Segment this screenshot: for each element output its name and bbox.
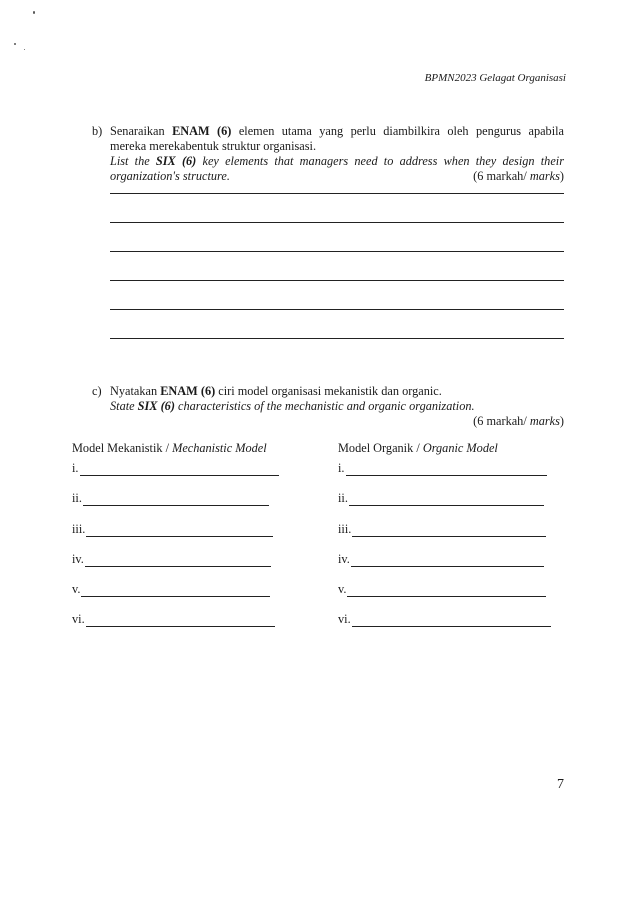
- scan-speck: [33, 11, 35, 14]
- question-b-marks: (6 markah/ marks): [473, 169, 564, 183]
- organic-item[interactable]: iii.: [338, 522, 546, 537]
- organic-model-title: Model Organik / Organic Model: [338, 441, 498, 455]
- answer-blank[interactable]: [352, 524, 546, 537]
- answer-blank[interactable]: [351, 554, 544, 567]
- question-b-malay-line2: mereka merekabentuk struktur organisasi.: [110, 139, 317, 153]
- mechanistic-item[interactable]: vi.: [72, 612, 275, 627]
- question-b-letter: b): [92, 124, 103, 138]
- answer-line[interactable]: [110, 193, 564, 194]
- answer-blank[interactable]: [81, 584, 270, 597]
- question-c-english: State SIX (6) characteristics of the mechanistic and organic organization.: [110, 399, 475, 413]
- answer-line[interactable]: [110, 338, 564, 339]
- scan-speck: [14, 43, 16, 45]
- question-c: [92, 384, 564, 429]
- organic-item[interactable]: i.: [338, 461, 547, 476]
- question-b-english-line2: organization's structure.: [110, 169, 230, 183]
- answer-line[interactable]: [110, 309, 564, 310]
- mechanistic-item[interactable]: ii.: [72, 491, 269, 506]
- mechanistic-model-title: Model Mekanistik / Mechanistic Model: [72, 441, 267, 455]
- answer-line[interactable]: [110, 251, 564, 252]
- organic-item[interactable]: vi.: [338, 612, 551, 627]
- course-header: BPMN2023 Gelagat Organisasi: [424, 72, 566, 84]
- organic-item[interactable]: ii.: [338, 491, 544, 506]
- mechanistic-item[interactable]: iii.: [72, 522, 273, 537]
- mechanistic-item[interactable]: iv.: [72, 552, 271, 567]
- question-b: [92, 124, 564, 184]
- answer-blank[interactable]: [349, 493, 544, 506]
- mechanistic-item[interactable]: i.: [72, 461, 279, 476]
- question-b-english: List the SIX (6) key elements that managers need to address when they design their: [110, 154, 564, 168]
- answer-line[interactable]: [110, 222, 564, 223]
- scan-speck: [24, 49, 25, 50]
- question-c-malay: Nyatakan ENAM (6) ciri model organisasi mekanistik dan organic.: [110, 384, 442, 398]
- organic-item[interactable]: v.: [338, 582, 546, 597]
- organic-item[interactable]: iv.: [338, 552, 544, 567]
- answer-blank[interactable]: [352, 614, 551, 627]
- answer-line[interactable]: [110, 280, 564, 281]
- answer-blank[interactable]: [85, 554, 271, 567]
- answer-blank[interactable]: [86, 614, 275, 627]
- page-number: 7: [557, 777, 564, 792]
- answer-blank[interactable]: [86, 524, 273, 537]
- question-c-letter: c): [92, 384, 102, 398]
- answer-blank[interactable]: [83, 493, 269, 506]
- mechanistic-item[interactable]: v.: [72, 582, 270, 597]
- answer-blank[interactable]: [347, 584, 546, 597]
- question-c-marks: (6 markah/ marks): [473, 414, 564, 428]
- question-b-malay: Senaraikan ENAM (6) elemen utama yang perlu diambilkira oleh pengurus apabila: [110, 124, 564, 138]
- answer-blank[interactable]: [80, 463, 279, 476]
- answer-blank[interactable]: [346, 463, 547, 476]
